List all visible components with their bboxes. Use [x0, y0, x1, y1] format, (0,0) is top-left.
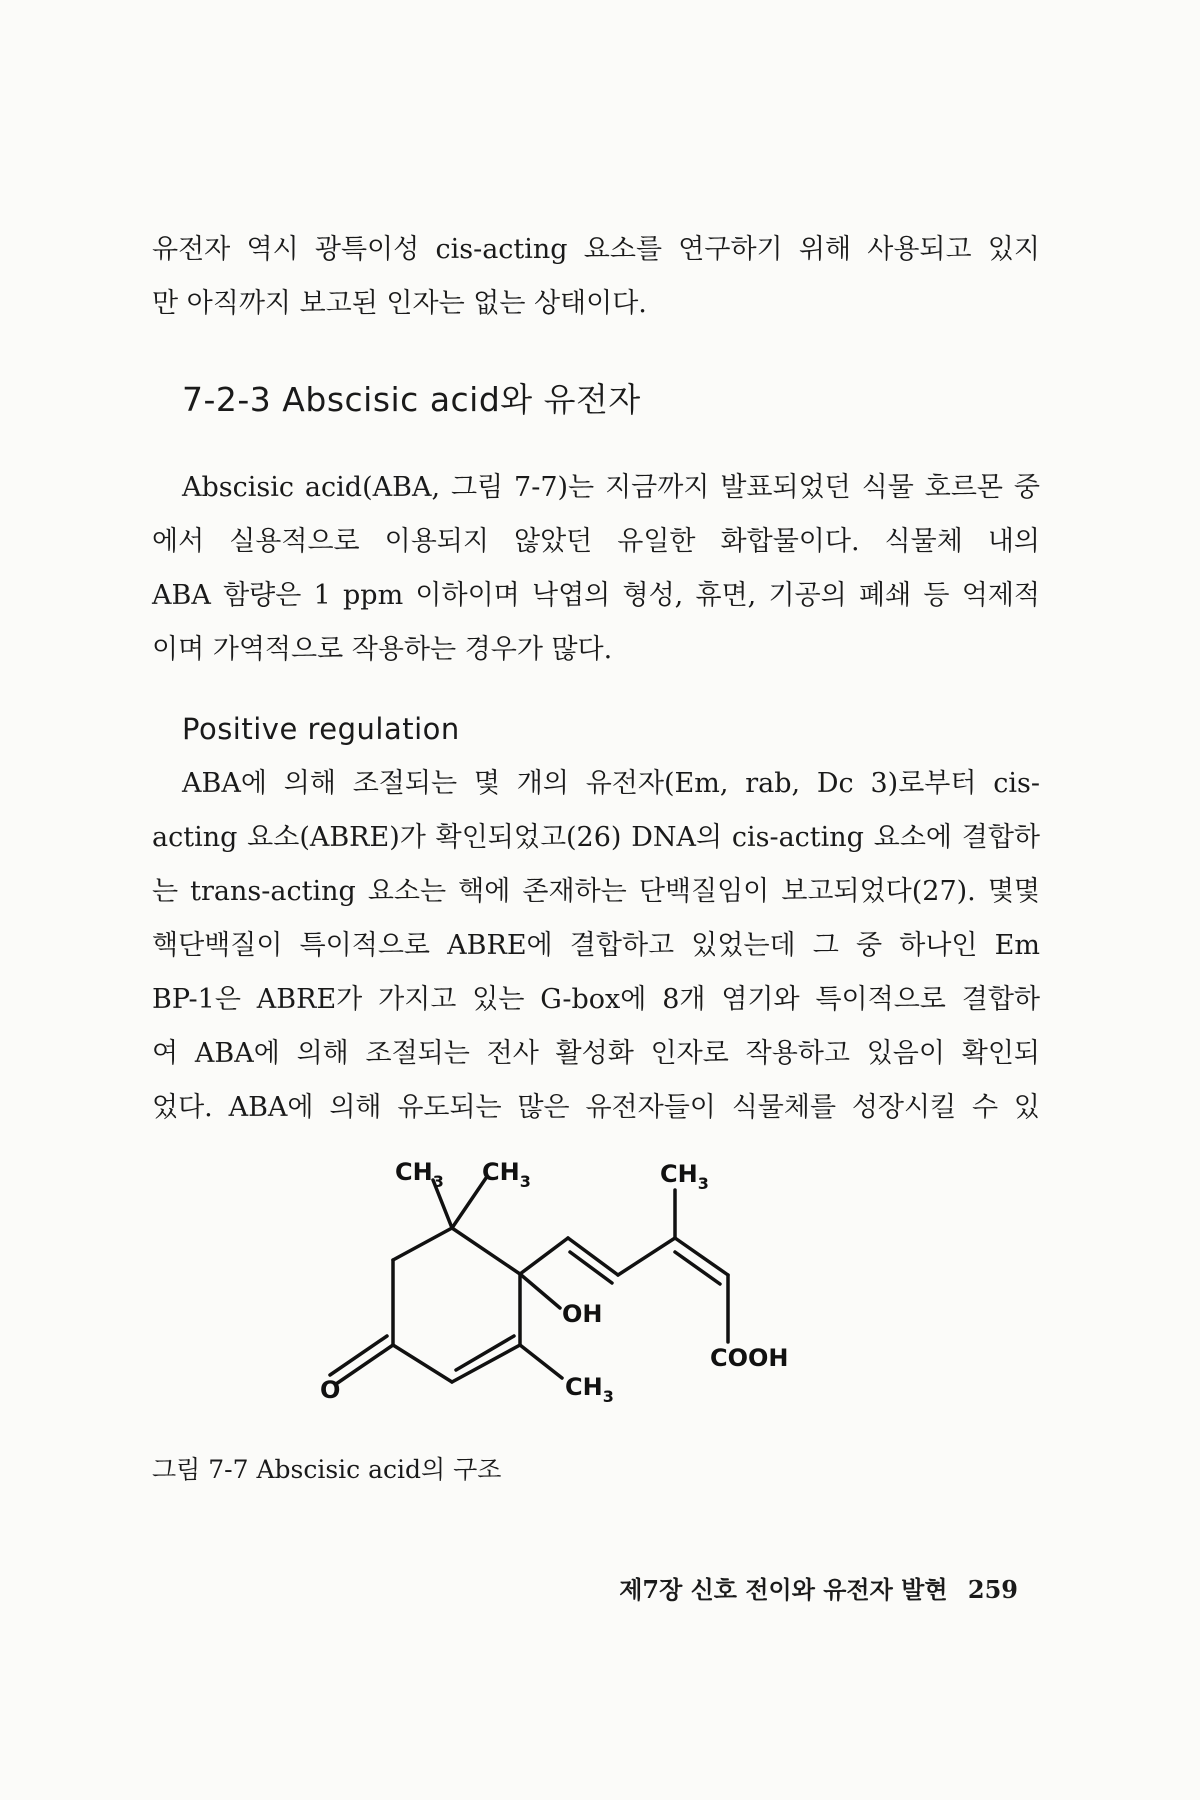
figure-caption: 그림 7-7 Abscisic acid의 구조 — [152, 1455, 502, 1484]
body-line: ABA 함량은 1 ppm 이하이며 낙엽의 형성, 휴면, 기공의 폐쇄 등 억제적 — [152, 580, 1040, 611]
body-line: ABA에 의해 조절되는 몇 개의 유전자(Em, rab, Dc 3)로부터 cis- — [182, 768, 1040, 799]
bond — [520, 1274, 560, 1308]
structure-bonds — [330, 1178, 728, 1384]
body-line: acting 요소(ABRE)가 확인되었고(26) DNA의 cis-acting 요소에 결합하 — [152, 822, 1040, 853]
bond — [520, 1238, 568, 1274]
bond — [393, 1228, 452, 1260]
section-heading: 7-2-3 Abscisic acid와 유전자 — [182, 380, 641, 419]
bond-double — [675, 1252, 720, 1284]
carboxyl-label: COOH — [710, 1344, 789, 1372]
running-title: 제7장 신호 전이와 유전자 발현 — [619, 1575, 948, 1604]
body-line: 만 아직까지 보고된 인자는 없는 상태이다. — [152, 288, 647, 319]
bond — [452, 1178, 486, 1228]
body-line: 유전자 역시 광특이성 cis-acting 요소를 연구하기 위해 사용되고 있지 — [152, 234, 1040, 265]
body-line: BP-1은 ABRE가 가지고 있는 G-box에 8개 염기와 특이적으로 결합하 — [152, 984, 1040, 1015]
hydroxyl-label: OH — [562, 1300, 603, 1328]
methyl-label: $CH_3$ — [565, 1373, 614, 1406]
bond — [618, 1238, 675, 1275]
methyl-label: $CH_3$ — [660, 1160, 709, 1193]
page-footer — [619, 1570, 1018, 1605]
oxygen-label: O — [320, 1376, 341, 1404]
body-line: 었다. ABA에 의해 유도되는 많은 유전자들이 식물체를 성장시킬 수 있 — [152, 1092, 1040, 1123]
body-line: 여 ABA에 의해 조절되는 전사 활성화 인자로 작용하고 있음이 확인되 — [152, 1038, 1040, 1069]
body-line: Abscisic acid(ABA, 그림 7-7)는 지금까지 발표되었던 식물 호르몬 중 — [182, 472, 1040, 503]
methyl-label: $CH_3$ — [395, 1158, 444, 1191]
body-line: 핵단백질이 특이적으로 ABRE에 결합하고 있었는데 그 중 하나인 Em — [152, 930, 1040, 961]
bond — [520, 1345, 562, 1378]
page-number: 259 — [967, 1575, 1018, 1604]
aba-structure-diagram — [300, 1150, 880, 1420]
body-line: 이며 가역적으로 작용하는 경우가 많다. — [152, 634, 613, 665]
body-line: 는 trans-acting 요소는 핵에 존재하는 단백질임이 보고되었다(27). 몇몇 — [152, 876, 1040, 907]
bond — [393, 1345, 452, 1382]
subsection-heading: Positive regulation — [182, 712, 460, 746]
methyl-label: $CH_3$ — [482, 1158, 531, 1191]
body-line: 에서 실용적으로 이용되지 않았던 유일한 화합물이다. 식물체 내의 — [152, 526, 1040, 557]
bond — [452, 1228, 520, 1274]
